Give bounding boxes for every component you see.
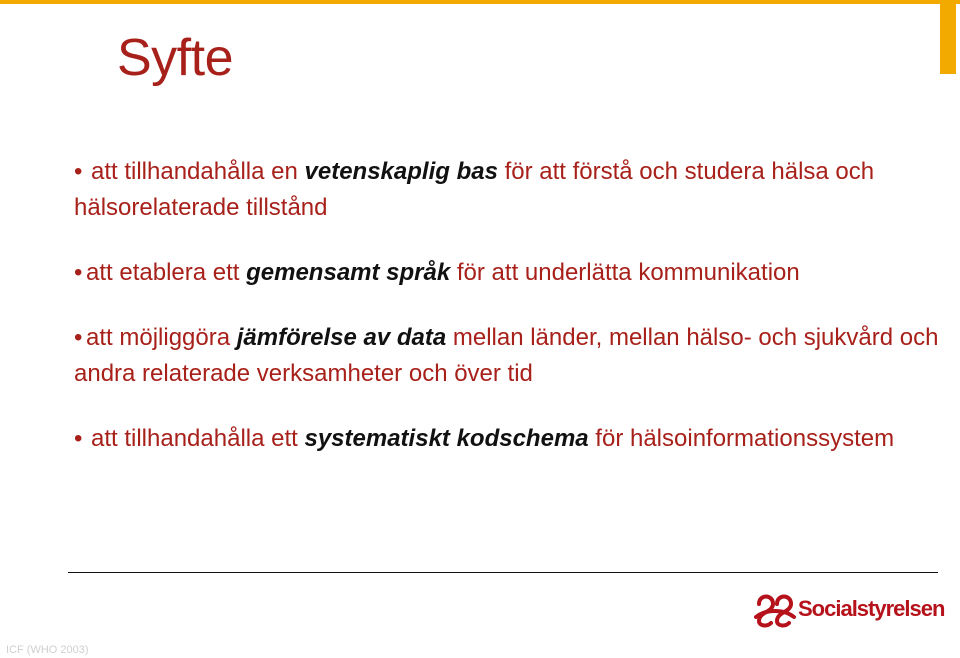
bullet-text: att möjliggöra <box>86 324 237 351</box>
bullet-emphasis: jämförelse av data <box>236 324 447 351</box>
bullet-item-common-language <box>74 255 944 291</box>
bullet-emphasis: vetenskaplig bas <box>304 158 498 185</box>
corner-accent-tab <box>940 0 956 74</box>
bullet-text: att etablera ett <box>86 259 247 286</box>
socialstyrelsen-logo <box>754 590 944 628</box>
bullet-list <box>74 154 944 457</box>
bullet-text: att tillhandahålla en <box>91 158 305 185</box>
bullet-emphasis: gemensamt språk <box>246 259 451 286</box>
bullet-marker: • <box>74 324 83 351</box>
bullet-item-scientific-basis <box>74 154 944 226</box>
logo-wordmark: Socialstyrelsen <box>798 596 945 621</box>
bullet-marker: • <box>74 425 83 452</box>
bullet-text: mellan länder, mellan hälso- och sjukvård och andra relaterade verksamheter och över tid <box>74 324 939 387</box>
bullet-text: för att underlätta kommunikation <box>450 259 800 286</box>
bullet-text: för hälsoinformationssystem <box>588 425 895 452</box>
bullet-marker: • <box>74 259 83 286</box>
bullet-text: för att förstå och studera hälsa och hälsorelaterade tillstånd <box>74 158 875 221</box>
bullet-item-coding-scheme <box>74 421 944 457</box>
bullet-emphasis: systematiskt kodschema <box>304 425 589 452</box>
footer-divider <box>68 572 938 573</box>
bullet-text: att tillhandahålla ett <box>91 425 305 452</box>
bullet-marker: • <box>74 158 83 185</box>
bullet-item-data-comparison <box>74 320 944 392</box>
socialstyrelsen-emblem-icon <box>754 590 796 628</box>
source-footnote: ICF (WHO 2003) <box>6 644 89 656</box>
slide-title: Syfte <box>117 29 233 87</box>
top-accent-bar <box>0 0 960 4</box>
